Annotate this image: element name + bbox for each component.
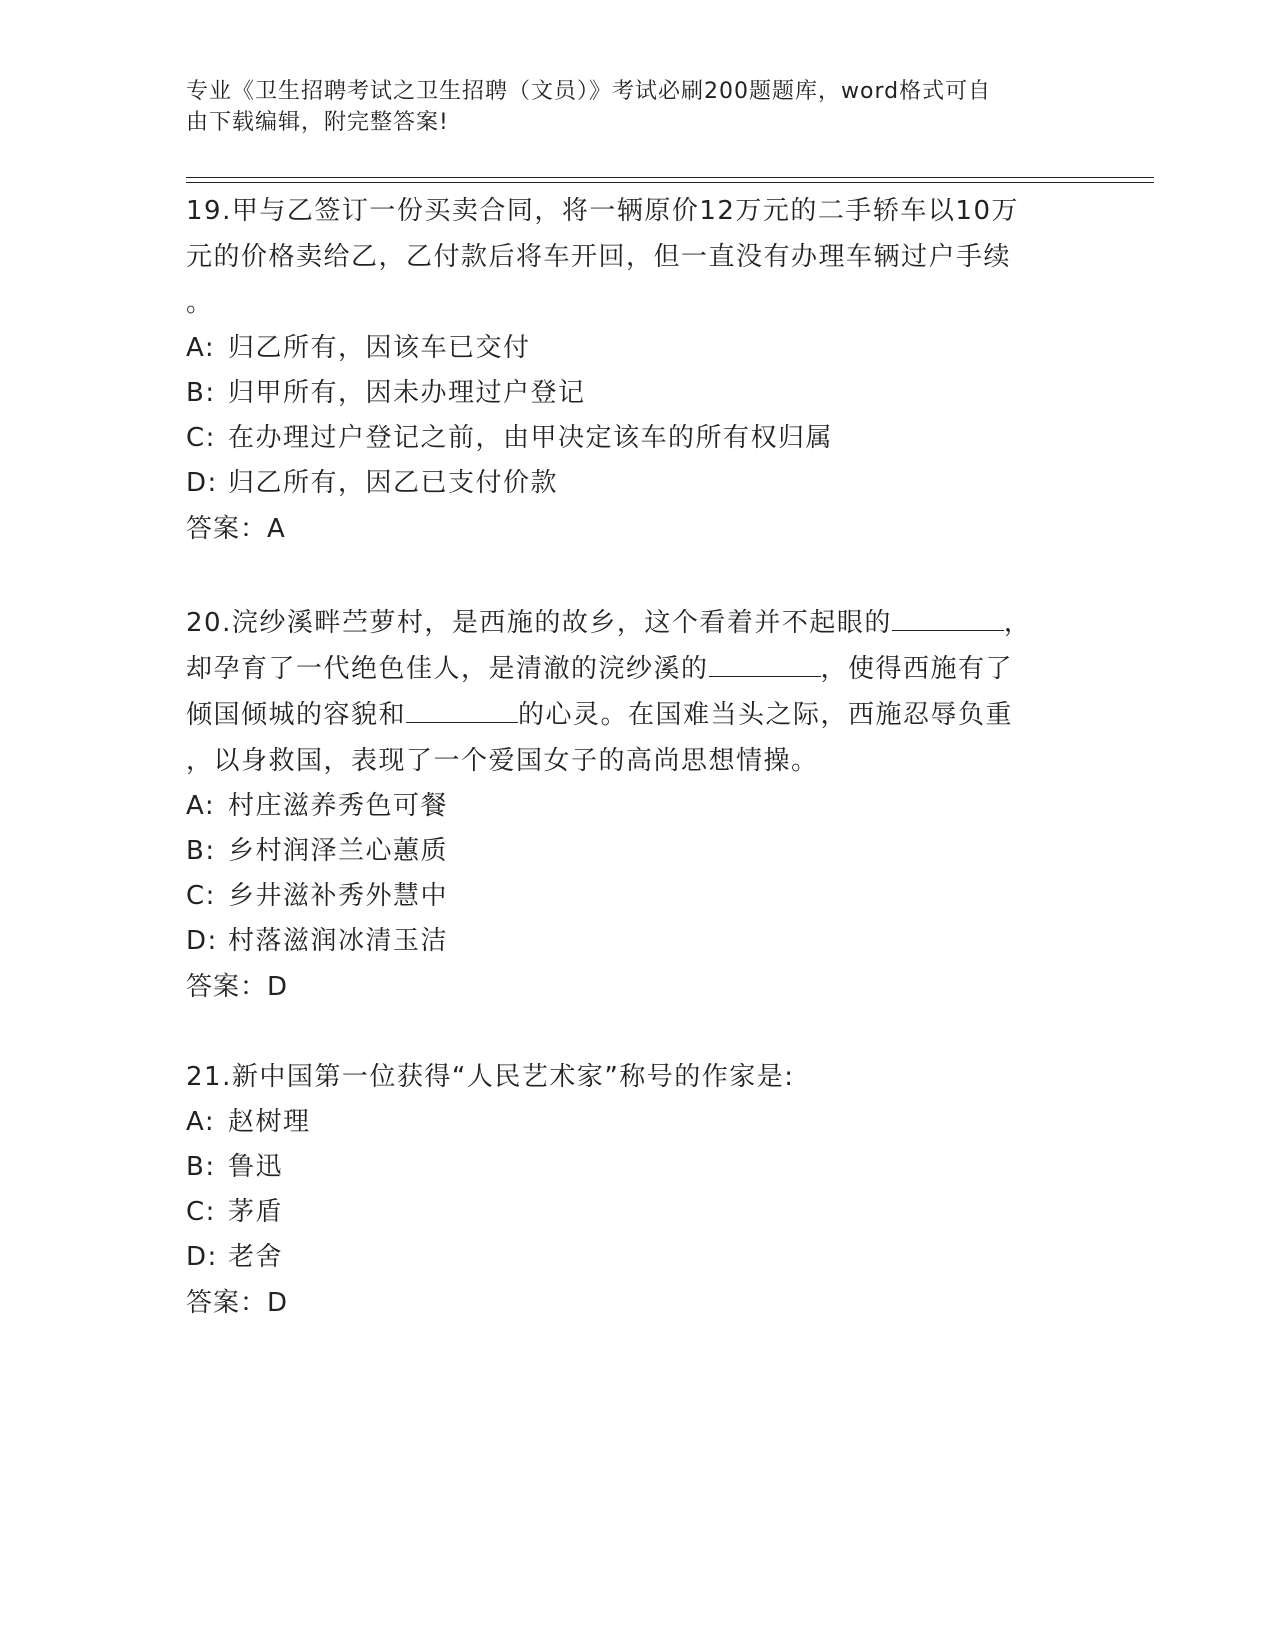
fill-blank: [892, 606, 1004, 631]
option-text: 归乙所有，因该车已交付: [228, 333, 531, 363]
question-stem: [186, 188, 1066, 326]
option-d: [186, 919, 1066, 964]
option-b: [186, 1145, 1066, 1190]
option-letter: D:: [186, 468, 218, 498]
header-line-1: 专业《卫生招聘考试之卫生招聘（文员）》考试必刷200题题库，word格式可自: [186, 79, 992, 104]
option-c: [186, 416, 1066, 461]
stem-line: [186, 600, 1066, 646]
fill-blank: [709, 652, 821, 677]
option-list: [186, 326, 1066, 506]
option-text: 老舍: [228, 1242, 284, 1272]
stem-line: 21.新中国第一位获得“人民艺术家”称号的作家是:: [186, 1062, 795, 1092]
option-letter: C:: [186, 1197, 216, 1227]
fill-blank: [406, 698, 518, 723]
option-c: [186, 1190, 1066, 1235]
option-text: 村庄滋养秀色可餐: [228, 791, 449, 821]
answer-label: 答案：: [186, 972, 268, 1002]
answer-value: D: [267, 1288, 289, 1318]
document-header: [186, 76, 1066, 138]
option-a: [186, 1100, 1066, 1145]
answer-value: D: [267, 972, 289, 1002]
option-text: 赵树理: [228, 1107, 311, 1137]
question-20: [186, 600, 1066, 1010]
option-letter: B:: [186, 1152, 216, 1182]
option-letter: A:: [186, 1107, 216, 1137]
header-divider-bottom: [186, 182, 1154, 183]
stem-line: [186, 646, 1066, 692]
stem-text: 却孕育了一代绝色佳人，是清澈的浣纱溪的: [186, 654, 709, 684]
option-letter: D:: [186, 926, 218, 956]
stem-line: 。: [186, 288, 214, 318]
option-letter: B:: [186, 378, 216, 408]
stem-text: 的心灵。在国难当头之际，西施忍辱负重: [518, 700, 1014, 730]
option-d: [186, 461, 1066, 506]
option-letter: C:: [186, 423, 216, 453]
option-letter: A:: [186, 791, 216, 821]
option-text: 归乙所有，因乙已支付价款: [228, 468, 559, 498]
answer-line: [186, 964, 1066, 1010]
option-letter: C:: [186, 881, 216, 911]
answer-value: A: [267, 514, 286, 544]
stem-text: 20.浣纱溪畔苎萝村，是西施的故乡，这个看着并不起眼的: [186, 608, 892, 638]
header-line-2: 由下载编辑，附完整答案!: [186, 110, 449, 135]
header-divider-top: [186, 177, 1154, 178]
stem-text: ，: [1003, 608, 1032, 638]
question-stem: [186, 600, 1066, 784]
answer-label: 答案：: [186, 514, 268, 544]
option-text: 归甲所有，因未办理过户登记: [228, 378, 586, 408]
stem-line: [186, 692, 1066, 738]
option-b: [186, 829, 1066, 874]
option-b: [186, 371, 1066, 416]
answer-line: [186, 1280, 1066, 1326]
option-letter: B:: [186, 836, 216, 866]
option-text: 茅盾: [228, 1197, 284, 1227]
option-text: 鲁迅: [228, 1152, 284, 1182]
option-letter: D:: [186, 1242, 218, 1272]
question-19: [186, 188, 1066, 552]
question-21: [186, 1054, 1066, 1326]
option-text: 在办理过户登记之前，由甲决定该车的所有权归属: [228, 423, 834, 453]
option-letter: A:: [186, 333, 216, 363]
option-text: 乡村润泽兰心蕙质: [228, 836, 449, 866]
stem-text: 倾国倾城的容貌和: [186, 700, 407, 730]
option-text: 村落滋润冰清玉洁: [228, 926, 449, 956]
stem-line: ，以身救国，表现了一个爱国女子的高尚思想情操。: [186, 746, 819, 776]
stem-text: ，使得西施有了: [820, 654, 1014, 684]
answer-label: 答案：: [186, 1288, 268, 1318]
stem-line: 元的价格卖给乙，乙付款后将车开回，但一直没有办理车辆过户手续: [186, 242, 1012, 272]
option-c: [186, 874, 1066, 919]
option-d: [186, 1235, 1066, 1280]
option-a: [186, 784, 1066, 829]
option-a: [186, 326, 1066, 371]
option-list: [186, 784, 1066, 964]
answer-line: [186, 506, 1066, 552]
option-list: [186, 1100, 1066, 1280]
option-text: 乡井滋补秀外慧中: [228, 881, 449, 911]
stem-line: 19.甲与乙签订一份买卖合同，将一辆原价12万元的二手轿车以10万: [186, 196, 1020, 226]
question-stem: [186, 1054, 1066, 1100]
